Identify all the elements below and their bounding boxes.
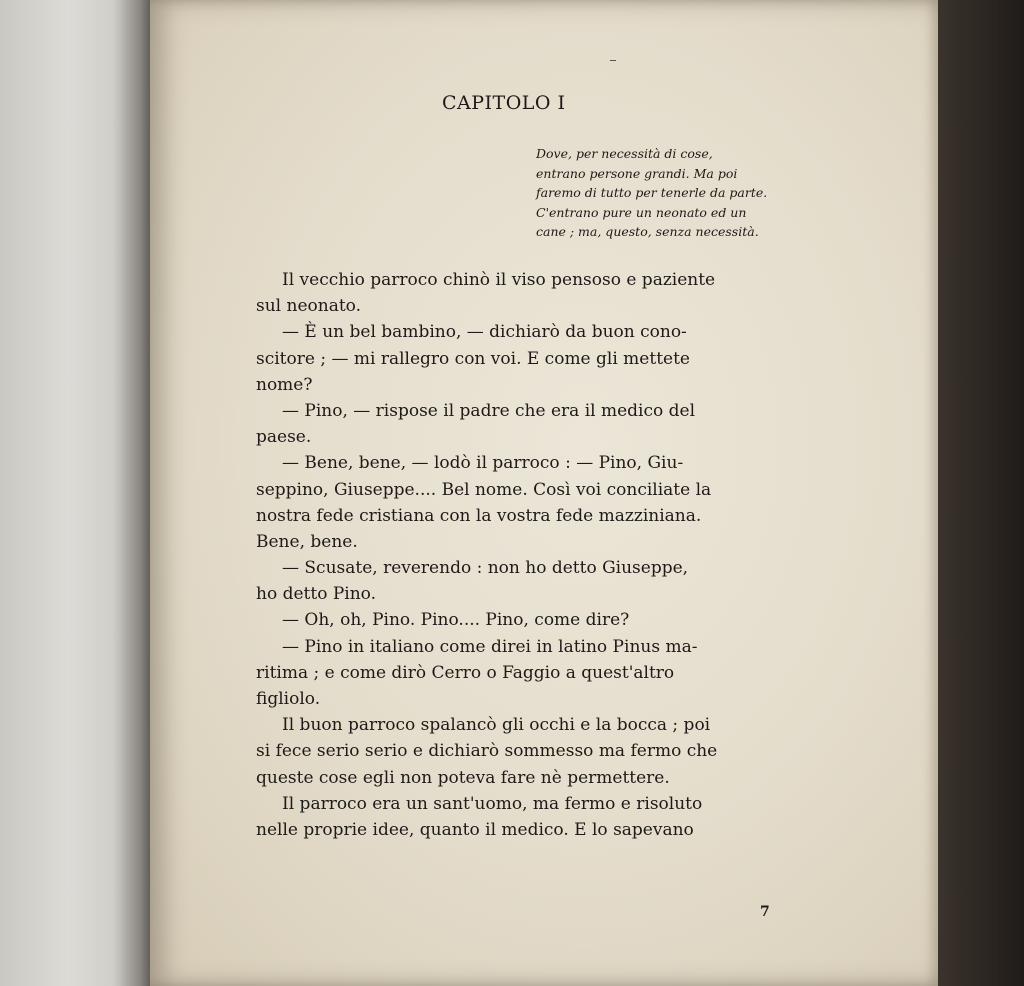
- epigraph: [536, 144, 776, 242]
- body-line: ritima ; e come dirò Cerro o Faggio a quest'altro: [256, 662, 675, 683]
- body-line: Il buon parroco spalancò gli occhi e la bocca ; poi: [282, 715, 711, 736]
- body-line: nome?: [256, 374, 313, 395]
- body-line: si fece serio serio e dichiarò sommesso ma fermo che: [256, 741, 718, 762]
- body-line: figliolo.: [256, 689, 321, 709]
- body-line: nostra fede cristiana con la vostra fede mazziniana.: [256, 505, 702, 526]
- page-number: 7: [760, 904, 770, 920]
- body-line: — Pino, — rispose il padre che era il medico del: [282, 400, 696, 421]
- body-line: — Oh, oh, Pino. Pino.... Pino, come dire?: [282, 610, 630, 631]
- body-line: Bene, bene.: [256, 531, 358, 552]
- body-text: [256, 267, 772, 843]
- epigraph-line: cane ; ma, questo, senza necessità.: [536, 224, 759, 239]
- body-line: — Scusate, reverendo : non ho detto Giuseppe,: [282, 558, 689, 579]
- body-line: paese.: [256, 427, 312, 448]
- body-line: queste cose egli non poteva fare nè permettere.: [256, 767, 670, 788]
- body-line: Il vecchio parroco chinò il viso pensoso e paziente: [282, 270, 716, 290]
- body-line: Il parroco era un sant'uomo, ma fermo e risoluto: [282, 793, 703, 814]
- body-line: — È un bel bambino, — dichiarò da buon cono-: [282, 322, 687, 343]
- epigraph-line: C'entrano pure un neonato ed un: [536, 204, 747, 220]
- body-line: scitore ; — mi rallegro con voi. E come gli mettete: [256, 348, 690, 369]
- page-gutter-shadow: [112, 0, 152, 986]
- body-line: — Bene, bene, — lodò il parroco : — Pino, Giu-: [282, 453, 684, 474]
- chapter-title: CAPITOLO I: [442, 92, 566, 114]
- body-line: seppino, Giuseppe.... Bel nome. Così voi conciliate la: [256, 479, 712, 500]
- background-surface: [938, 0, 1024, 986]
- body-line: sul neonato.: [256, 296, 362, 317]
- epigraph-line: entrano persone grandi. Ma poi: [536, 165, 738, 181]
- body-line: ho detto Pino.: [256, 584, 376, 605]
- ink-mark: [610, 60, 616, 61]
- body-line: — Pino in italiano come direi in latino Pinus ma-: [282, 636, 698, 657]
- body-line: nelle proprie idee, quanto il medico. E lo sapevano: [256, 819, 694, 840]
- epigraph-line: Dove, per necessità di cose,: [536, 146, 713, 161]
- epigraph-line: faremo di tutto per tenerle da parte.: [536, 185, 768, 200]
